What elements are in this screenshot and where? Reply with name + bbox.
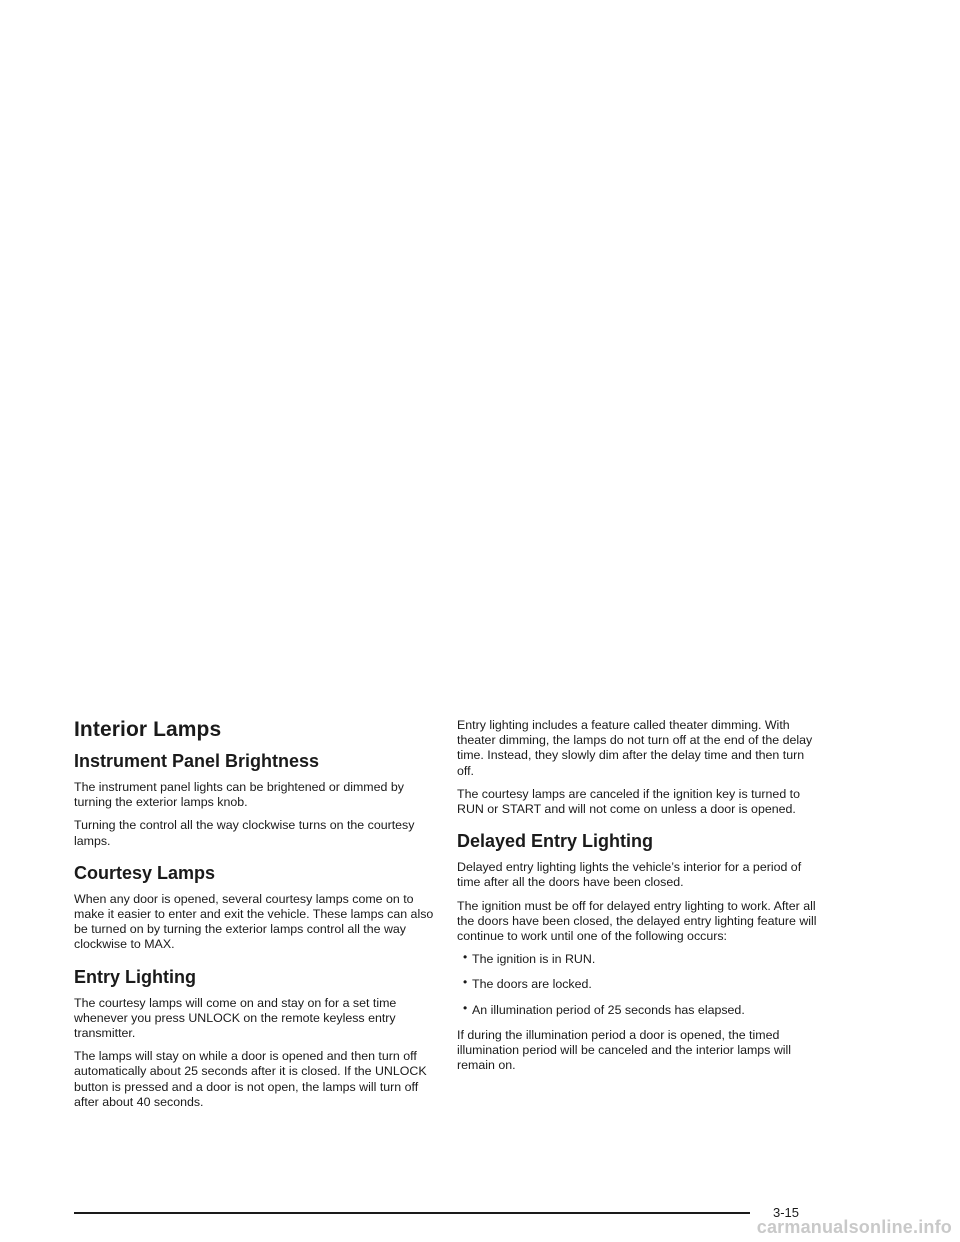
footer-rule bbox=[74, 1212, 750, 1214]
paragraph: If during the illumination period a door is opened, the timed illumination period will be canceled and the interior lamps will remain on. bbox=[457, 1027, 792, 1073]
paragraph: The courtesy lamps are canceled if the ignition key is turned to RUN or START and will not come on unless a door is opened. bbox=[457, 786, 800, 817]
watermark: carmanualsonline.info bbox=[756, 1217, 952, 1237]
list-item: • The doors are locked. bbox=[463, 977, 819, 992]
page-number: 3-15 bbox=[773, 1205, 800, 1220]
paragraph: The lamps will stay on while a door is opened and then turn off automatically about 25 seconds after it is closed. If the UNLOCK button is pressed and a door is not open, the lamps will turn off after about 40 seconds. bbox=[74, 1049, 427, 1109]
paragraph: The ignition must be off for delayed entry lighting to work. After all the doors have been closed, the delayed entry lighting feature will continue to work until one of the following occurs: bbox=[457, 898, 817, 944]
right-column bbox=[457, 718, 819, 1081]
paragraph: Delayed entry lighting lights the vehicle’s interior for a period of time after all the doors have been closed. bbox=[457, 860, 802, 890]
paragraph: Turning the control all the way clockwise turns on the courtesy lamps. bbox=[74, 818, 415, 848]
left-column bbox=[74, 718, 436, 1118]
paragraph: The courtesy lamps will come on and stay on for a set time whenever you press UNLOCK on the remote keyless entry transmitter. bbox=[74, 995, 397, 1041]
paragraph: The instrument panel lights can be brightened or dimmed by turning the exterior lamps knob. bbox=[74, 780, 404, 810]
list-item: • The ignition is in RUN. bbox=[463, 952, 819, 967]
page-title: Interior Lamps bbox=[74, 718, 222, 741]
conditions-list bbox=[457, 952, 819, 1018]
heading-delayed-entry-lighting: Delayed Entry Lighting bbox=[457, 831, 654, 852]
heading-courtesy-lamps: Courtesy Lamps bbox=[74, 862, 216, 883]
paragraph: Entry lighting includes a feature called theater dimming. With theater dimming, the lamps do not turn off at the end of the delay time. Instead, they slowly dim after the delay time and then turn off. bbox=[457, 718, 813, 778]
list-item: • An illumination period of 25 seconds has elapsed. bbox=[463, 1003, 819, 1018]
heading-entry-lighting: Entry Lighting bbox=[74, 966, 196, 987]
heading-instrument-panel-brightness: Instrument Panel Brightness bbox=[74, 751, 320, 771]
paragraph: When any door is opened, several courtesy lamps come on to make it easier to enter and exit the vehicle. These lamps can also be turned on by turning the exterior lamps control all the way clockwise to MAX. bbox=[74, 891, 434, 952]
